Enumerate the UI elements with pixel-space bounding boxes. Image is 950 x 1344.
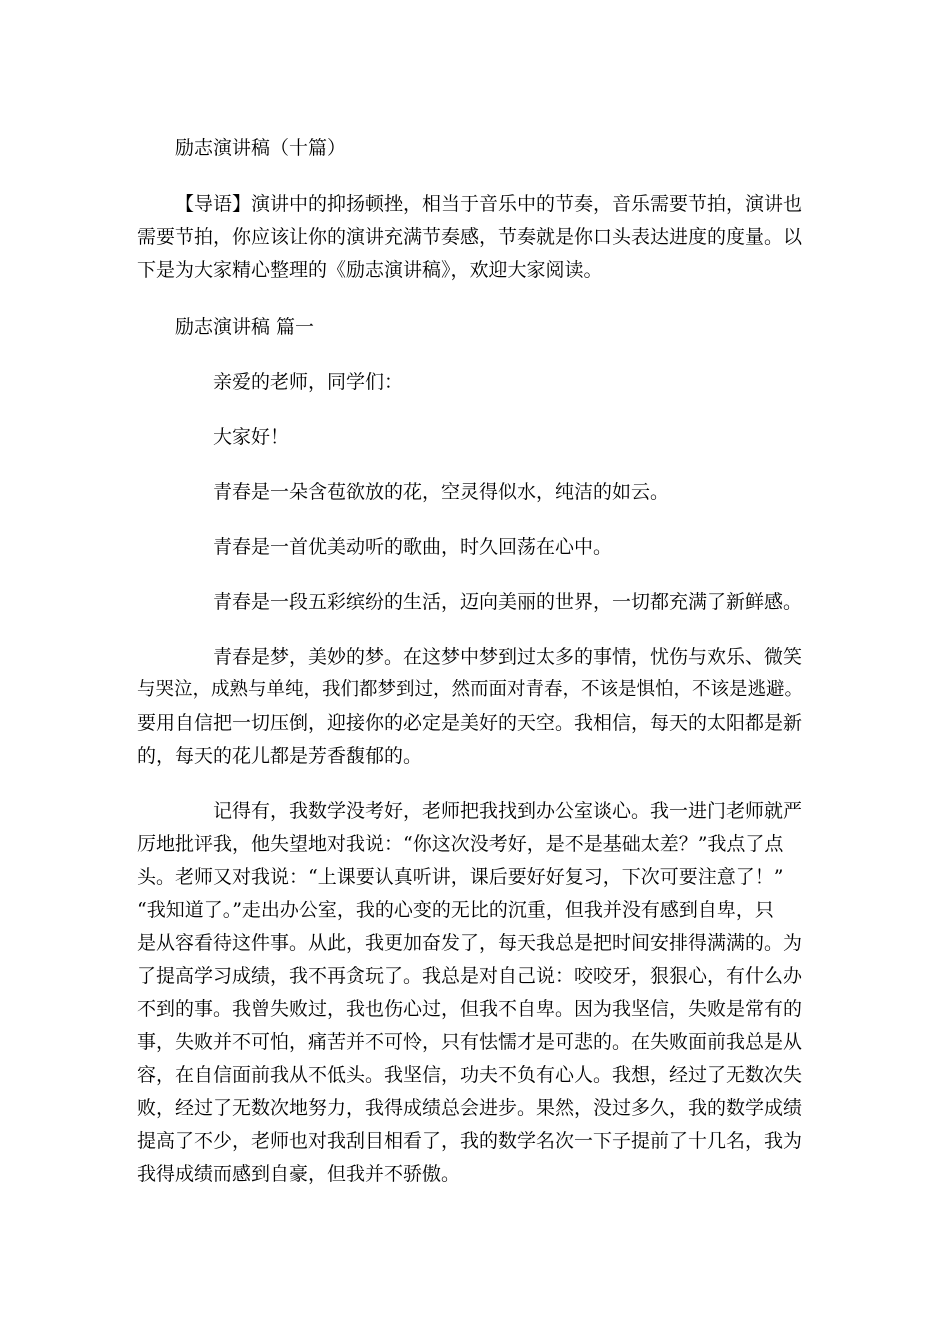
paragraph-4-line: 青春是梦，美妙的梦。在这梦中梦到过太多的事情，忧伤与欢乐、微笑 xyxy=(213,646,803,668)
document-title: 励志演讲稿（十篇） xyxy=(175,137,347,159)
paragraph-5-line: 容，在自信面前我从不低头。我坚信，功夫不负有心人。我想，经过了无数次失 xyxy=(137,1064,803,1086)
paragraph-5-line: 提高了不少，老师也对我刮目相看了，我的数学名次一下子提前了十几名，我为 xyxy=(137,1130,803,1152)
intro-line: 需要节拍，你应该让你的演讲充满节奏感，节奏就是你口头表达进度的度量。以 xyxy=(137,226,803,248)
paragraph-5-line: 是从容看待这件事。从此，我更加奋发了，每天我总是把时间安排得满满的。为 xyxy=(137,932,803,954)
paragraph-5-line: 事，失败并不可怕，痛苦并不可怜，只有怯懦才是可悲的。在失败面前我总是从 xyxy=(137,1031,803,1053)
intro-line: 【导语】演讲中的抑扬顿挫，相当于音乐中的节奏，音乐需要节拍，演讲也 xyxy=(175,193,803,215)
paragraph-3: 青春是一段五彩缤纷的生活，迈向美丽的世界，一切都充满了新鲜感。 xyxy=(213,591,803,613)
paragraph-5-line: 败，经过了无数次地努力，我得成绩总会进步。果然，没过多久，我的数学成绩 xyxy=(137,1097,803,1119)
paragraph-5-line: 厉地批评我，他失望地对我说：“你这次没考好，是不是基础太差？”我点了点 xyxy=(137,833,784,855)
paragraph-4-line: 与哭泣，成熟与单纯，我们都梦到过，然而面对青春，不该是惧怕，不该是逃避。 xyxy=(137,679,804,700)
paragraph-5-line: 头。老师又对我说：“上课要认真听讲，课后要好好复习，下次可要注意了！” xyxy=(137,866,784,888)
paragraph-4-line: 的，每天的花儿都是芳香馥郁的。 xyxy=(137,745,423,767)
paragraph-1: 青春是一朵含苞欲放的花，空灵得似水，纯洁的如云。 xyxy=(213,481,670,503)
paragraph-5-line: 记得有，我数学没考好，老师把我找到办公室谈心。我一进门老师就严 xyxy=(213,800,803,822)
paragraph-5-line: “我知道了。”走出办公室，我的心变的无比的沉重，但我并没有感到自卑，只 xyxy=(137,899,774,921)
greeting-line: 亲爱的老师，同学们： xyxy=(213,371,404,393)
paragraph-4-line: 要用自信把一切压倒，迎接你的必定是美好的天空。我相信，每天的太阳都是新 xyxy=(137,712,803,734)
paragraph-5-line: 我得成绩而感到自豪，但我并不骄傲。 xyxy=(137,1163,461,1185)
paragraph-5-line: 了提高学习成绩，我不再贪玩了。我总是对自己说：咬咬牙，狠狠心，有什么办 xyxy=(137,965,803,987)
paragraph-2: 青春是一首优美动听的歌曲，时久回荡在心中。 xyxy=(213,536,613,558)
section-title: 励志演讲稿 篇一 xyxy=(175,316,315,338)
hello-line: 大家好！ xyxy=(213,426,290,448)
intro-line: 下是为大家精心整理的《励志演讲稿》，欢迎大家阅读。 xyxy=(137,259,603,281)
paragraph-5-line: 不到的事。我曾失败过，我也伤心过，但我不自卑。因为我坚信，失败是常有的 xyxy=(137,998,803,1020)
